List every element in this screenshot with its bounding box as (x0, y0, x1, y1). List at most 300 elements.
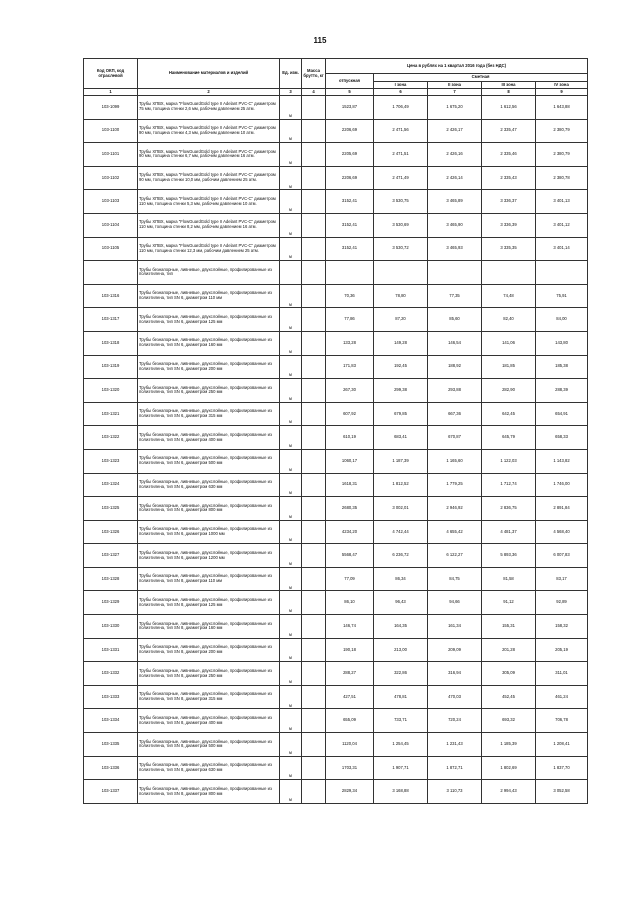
row-code: 103-1337 (84, 780, 138, 804)
row-release-price: 427,51 (326, 685, 374, 709)
row-zone-3-price: 642,45 (482, 402, 536, 426)
row-zone-1-price: 1 706,49 (374, 96, 428, 120)
row-unit: м (280, 733, 302, 757)
row-zone-1-price: 4 742,44 (374, 520, 428, 544)
row-mass (302, 96, 326, 120)
table-row (84, 166, 588, 190)
row-zone-2-price: 2 426,17 (428, 119, 482, 143)
row-name: Трубы безнапорные, ливневые, двухслойные, профилированные из полиэтилена, тип SN 8, диаметром 315 мм (138, 685, 280, 709)
header-code: Код ОКП, код отраслевой (84, 59, 138, 89)
row-zone-1-price: 213,00 (374, 638, 428, 662)
row-zone-3-price (482, 261, 536, 285)
row-unit: м (280, 615, 302, 639)
row-zone-1-price: 3 530,72 (374, 237, 428, 261)
row-zone-2-price: 94,66 (428, 591, 482, 615)
row-zone-2-price: 1 872,71 (428, 756, 482, 780)
row-zone-2-price: 1 231,43 (428, 733, 482, 757)
header-zone-4: IV зона (536, 82, 588, 89)
row-unit: м (280, 308, 302, 332)
row-release-price: 4234,20 (326, 520, 374, 544)
col-number: 5 (326, 89, 374, 96)
table-row (84, 733, 588, 757)
row-zone-1-price: 1 254,45 (374, 733, 428, 757)
row-zone-4-price: 2 380,78 (536, 166, 588, 190)
col-number: 2 (138, 89, 280, 96)
row-unit: м (280, 213, 302, 237)
row-unit: м (280, 331, 302, 355)
table-row (84, 497, 588, 521)
table-row (84, 379, 588, 403)
row-mass (302, 473, 326, 497)
row-zone-4-price: 288,39 (536, 379, 588, 403)
row-unit: м (280, 567, 302, 591)
row-release-price: 288,27 (326, 662, 374, 686)
row-zone-3-price: 155,31 (482, 615, 536, 639)
row-code: 103-1317 (84, 308, 138, 332)
row-release-price: 610,19 (326, 426, 374, 450)
row-unit: м (280, 379, 302, 403)
row-mass (302, 379, 326, 403)
row-mass (302, 615, 326, 639)
row-zone-2-price: 1 779,25 (428, 473, 482, 497)
row-zone-3-price: 181,85 (482, 355, 536, 379)
row-code: 103-1099 (84, 96, 138, 120)
row-code (84, 261, 138, 285)
row-mass (302, 709, 326, 733)
row-unit: м (280, 237, 302, 261)
row-unit: м (280, 709, 302, 733)
row-name: Трубы безнапорные, ливневые, двухслойные, профилированные из полиэтилена, тип SN 8, диаметром 630 мм (138, 756, 280, 780)
table-row (84, 119, 588, 143)
row-zone-4-price: 205,19 (536, 638, 588, 662)
row-zone-4-price: 143,80 (536, 331, 588, 355)
row-zone-2-price: 161,34 (428, 615, 482, 639)
row-name: Трубы ХПВХ, марка "FlowGuardGold type II Adelant PVC-C" диаметром 75 мм, толщина стенки 2,6 мм, рабочим давлением 25 атм. (138, 96, 280, 120)
row-zone-1-price: 299,38 (374, 379, 428, 403)
table-row (84, 190, 588, 214)
row-release-price: 190,18 (326, 638, 374, 662)
header-zone-2: II зона (428, 82, 482, 89)
table-row (84, 709, 588, 733)
table-row (84, 756, 588, 780)
row-zone-2-price: 2 946,92 (428, 497, 482, 521)
table-row (84, 355, 588, 379)
row-zone-3-price: 693,32 (482, 709, 536, 733)
row-zone-2-price: 4 655,42 (428, 520, 482, 544)
row-zone-3-price: 141,06 (482, 331, 536, 355)
table-row (84, 237, 588, 261)
header-estimate: Сметная (374, 74, 588, 82)
row-release-price: 5568,47 (326, 544, 374, 568)
row-name: Трубы безнапорные, ливневые, двухслойные, профилированные из полиэтилена, тип SN 6, диаметром 250 мм (138, 379, 280, 403)
row-name: Трубы безнапорные, ливневые, двухслойные, профилированные из полиэтилена, тип SN 6, диаметром 630 мм (138, 473, 280, 497)
table-row (84, 402, 588, 426)
row-zone-3-price: 82,40 (482, 308, 536, 332)
row-zone-2-price: 85,60 (428, 308, 482, 332)
row-zone-2-price: 146,54 (428, 331, 482, 355)
row-zone-4-price: 158,32 (536, 615, 588, 639)
row-release-price: 86,10 (326, 591, 374, 615)
table-header (84, 59, 588, 96)
row-zone-1-price: 2 471,51 (374, 143, 428, 167)
row-mass (302, 426, 326, 450)
row-release-price: 655,09 (326, 709, 374, 733)
row-zone-1-price: 3 168,88 (374, 780, 428, 804)
row-zone-1-price: 87,20 (374, 308, 428, 332)
row-code: 103-1316 (84, 284, 138, 308)
row-release-price: 2206,69 (326, 166, 374, 190)
row-code: 103-1323 (84, 449, 138, 473)
table-row (84, 213, 588, 237)
row-code: 103-1102 (84, 166, 138, 190)
row-zone-3-price: 1 712,74 (482, 473, 536, 497)
row-zone-1-price: 6 236,72 (374, 544, 428, 568)
row-unit: м (280, 449, 302, 473)
row-code: 103-1105 (84, 237, 138, 261)
row-release-price: 2680,35 (326, 497, 374, 521)
row-release-price: 146,74 (326, 615, 374, 639)
table-row (84, 591, 588, 615)
row-zone-1-price: 86,34 (374, 567, 428, 591)
row-zone-4-price: 1 143,82 (536, 449, 588, 473)
row-mass (302, 166, 326, 190)
row-mass (302, 402, 326, 426)
table-row (84, 520, 588, 544)
row-code: 103-1332 (84, 662, 138, 686)
row-zone-3-price: 2 335,47 (482, 119, 536, 143)
row-name: Трубы безнапорные, ливневые, двухслойные, профилированные из полиэтилена, тип SN 6, диаметром 400 мм (138, 426, 280, 450)
row-mass (302, 662, 326, 686)
row-name: Трубы безнапорные, ливневые, двухслойные, профилированные из полиэтилена, тип SN 6, диаметром 200 мм (138, 355, 280, 379)
price-table (83, 58, 588, 804)
row-mass (302, 237, 326, 261)
row-zone-1-price (374, 261, 428, 285)
row-mass (302, 119, 326, 143)
table-row (84, 662, 588, 686)
row-zone-2-price: 293,88 (428, 379, 482, 403)
row-code: 103-1325 (84, 497, 138, 521)
row-zone-4-price: 83,17 (536, 567, 588, 591)
row-code: 103-1331 (84, 638, 138, 662)
row-mass (302, 331, 326, 355)
row-zone-4-price: 706,78 (536, 709, 588, 733)
row-zone-4-price: 185,38 (536, 355, 588, 379)
row-zone-3-price: 3 336,37 (482, 190, 536, 214)
row-zone-4-price: 84,00 (536, 308, 588, 332)
row-zone-4-price: 1 643,88 (536, 96, 588, 120)
row-zone-4-price: 461,24 (536, 685, 588, 709)
row-mass (302, 520, 326, 544)
row-zone-3-price: 3 335,35 (482, 237, 536, 261)
row-release-price: 70,36 (326, 284, 374, 308)
table-body (84, 96, 588, 804)
row-mass (302, 567, 326, 591)
row-zone-2-price: 470,03 (428, 685, 482, 709)
row-unit: м (280, 119, 302, 143)
row-release-price: 2829,34 (326, 780, 374, 804)
row-zone-4-price: 3 052,58 (536, 780, 588, 804)
row-name: Трубы безнапорные, ливневые, двухслойные, профилированные из полиэтилена, тип SN 6, диаметром 1200 мм (138, 544, 280, 568)
row-zone-2-price: 3 465,89 (428, 190, 482, 214)
row-zone-1-price: 478,81 (374, 685, 428, 709)
row-code: 103-1101 (84, 143, 138, 167)
table-row (84, 308, 588, 332)
row-mass (302, 143, 326, 167)
row-name: Трубы безнапорные, ливневые, двухслойные, профилированные из полиэтилена, тип (138, 261, 280, 285)
table-row (84, 567, 588, 591)
row-mass (302, 591, 326, 615)
row-name: Трубы безнапорные, ливневые, двухслойные, профилированные из полиэтилена, тип SN 8, диаметром 200 мм (138, 638, 280, 662)
row-code: 103-1328 (84, 567, 138, 591)
table-row (84, 284, 588, 308)
row-name: Трубы безнапорные, ливневые, двухслойные, профилированные из полиэтилена, тип SN 8, диаметром 800 мм (138, 780, 280, 804)
row-name: Трубы ХПВХ, марка "FlowGuardGold type II Adelant PVC-C" диаметром 110 мм, толщина стенки 8,2 мм, рабочим давлением 16 атм. (138, 213, 280, 237)
row-zone-3-price: 305,09 (482, 662, 536, 686)
row-zone-4-price: 1 837,70 (536, 756, 588, 780)
row-name: Трубы безнапорные, ливневые, двухслойные, профилированные из полиэтилена, тип SN 6, диаметром 160 мм (138, 331, 280, 355)
table-row (84, 685, 588, 709)
row-zone-3-price: 5 893,36 (482, 544, 536, 568)
col-number: 9 (536, 89, 588, 96)
row-release-price: 171,83 (326, 355, 374, 379)
row-name: Трубы безнапорные, ливневые, двухслойные, профилированные из полиэтилена, тип SN 6, диаметром 500 мм (138, 449, 280, 473)
row-zone-4-price: 92,89 (536, 591, 588, 615)
row-zone-4-price: 658,33 (536, 426, 588, 450)
row-code: 103-1100 (84, 119, 138, 143)
row-zone-2-price (428, 261, 482, 285)
row-unit: м (280, 497, 302, 521)
row-name: Трубы безнапорные, ливневые, двухслойные, профилированные из полиэтилена, тип SN 6, диаметром 1000 мм (138, 520, 280, 544)
row-zone-4-price: 6 007,83 (536, 544, 588, 568)
row-name: Трубы ХПВХ, марка "FlowGuardGold type II Adelant PVC-C" диаметром 110 мм, толщина стенки 12,3 мм, рабочим давлением 25 атм. (138, 237, 280, 261)
row-mass (302, 284, 326, 308)
row-zone-2-price: 1 165,60 (428, 449, 482, 473)
row-unit: м (280, 426, 302, 450)
row-zone-4-price: 4 568,40 (536, 520, 588, 544)
row-zone-4-price: 2 380,79 (536, 119, 588, 143)
row-zone-4-price: 2 891,84 (536, 497, 588, 521)
row-zone-4-price: 3 401,12 (536, 213, 588, 237)
row-release-price: 1060,17 (326, 449, 374, 473)
row-zone-4-price: 2 380,79 (536, 143, 588, 167)
row-zone-2-price: 6 122,27 (428, 544, 482, 568)
row-code: 103-1333 (84, 685, 138, 709)
row-mass (302, 733, 326, 757)
table-row (84, 143, 588, 167)
row-zone-2-price: 2 426,16 (428, 143, 482, 167)
row-unit: м (280, 190, 302, 214)
row-mass (302, 756, 326, 780)
row-name: Трубы безнапорные, ливневые, двухслойные, профилированные из полиэтилена, тип SN 8, диаметром 400 мм (138, 709, 280, 733)
row-zone-3-price: 2 836,75 (482, 497, 536, 521)
row-zone-1-price: 683,41 (374, 426, 428, 450)
row-zone-2-price: 3 465,90 (428, 213, 482, 237)
row-zone-4-price: 75,91 (536, 284, 588, 308)
row-zone-1-price: 1 812,52 (374, 473, 428, 497)
row-name: Трубы ХПВХ, марка "FlowGuardGold type II Adelant PVC-C" диаметром 90 мм, толщина стенки 4,3 мм, рабочим давлением 10 атм. (138, 119, 280, 143)
row-zone-4-price: 3 401,14 (536, 237, 588, 261)
row-zone-2-price: 667,36 (428, 402, 482, 426)
row-code: 103-1104 (84, 213, 138, 237)
row-code: 103-1321 (84, 402, 138, 426)
row-zone-3-price: 452,45 (482, 685, 536, 709)
row-unit: м (280, 638, 302, 662)
row-code: 103-1320 (84, 379, 138, 403)
row-zone-1-price: 96,43 (374, 591, 428, 615)
row-zone-2-price: 1 675,20 (428, 96, 482, 120)
row-unit: м (280, 520, 302, 544)
table-row (84, 426, 588, 450)
table-row (84, 449, 588, 473)
row-mass (302, 497, 326, 521)
row-zone-3-price: 74,48 (482, 284, 536, 308)
row-release-price: 133,28 (326, 331, 374, 355)
row-zone-1-price: 3 530,75 (374, 190, 428, 214)
row-zone-1-price: 3 530,69 (374, 213, 428, 237)
row-code: 103-1103 (84, 190, 138, 214)
header-release: отпускная (326, 74, 374, 89)
row-zone-3-price: 81,58 (482, 567, 536, 591)
row-zone-1-price: 3 002,01 (374, 497, 428, 521)
row-zone-3-price: 1 122,03 (482, 449, 536, 473)
row-mass (302, 308, 326, 332)
row-unit: м (280, 284, 302, 308)
row-mass (302, 685, 326, 709)
col-number: 4 (302, 89, 326, 96)
row-code: 103-1318 (84, 331, 138, 355)
row-zone-2-price: 2 426,14 (428, 166, 482, 190)
row-release-price: 267,30 (326, 379, 374, 403)
col-number: 6 (374, 89, 428, 96)
table-row (84, 780, 588, 804)
row-zone-1-price: 78,80 (374, 284, 428, 308)
row-unit: м (280, 402, 302, 426)
row-name: Трубы безнапорные, ливневые, двухслойные, профилированные из полиэтилена, тип SN 8, диаметром 250 мм (138, 662, 280, 686)
row-zone-3-price: 282,90 (482, 379, 536, 403)
row-unit: м (280, 780, 302, 804)
row-zone-3-price: 2 994,43 (482, 780, 536, 804)
row-mass (302, 449, 326, 473)
row-release-price: 77,86 (326, 308, 374, 332)
table-row (84, 261, 588, 285)
row-zone-2-price: 3 110,73 (428, 780, 482, 804)
row-code: 103-1334 (84, 709, 138, 733)
row-zone-3-price: 2 335,43 (482, 166, 536, 190)
row-unit: м (280, 355, 302, 379)
row-code: 103-1336 (84, 756, 138, 780)
row-name: Трубы безнапорные, ливневые, двухслойные, профилированные из полиэтилена, тип SN 8, диаметром 110 мм (138, 567, 280, 591)
row-release-price: 2206,69 (326, 119, 374, 143)
page-number: 115 (313, 36, 327, 45)
row-zone-1-price: 2 471,49 (374, 166, 428, 190)
row-mass (302, 638, 326, 662)
row-mass (302, 355, 326, 379)
col-number: 8 (482, 89, 536, 96)
row-name: Трубы безнапорные, ливневые, двухслойные, профилированные из полиэтилена, тип SN 6, диаметром 110 мм (138, 284, 280, 308)
col-number: 3 (280, 89, 302, 96)
row-zone-1-price: 679,85 (374, 402, 428, 426)
row-mass (302, 780, 326, 804)
row-unit (280, 261, 302, 285)
table-row (84, 473, 588, 497)
row-code: 103-1329 (84, 591, 138, 615)
row-release-price: 3152,41 (326, 213, 374, 237)
row-code: 103-1327 (84, 544, 138, 568)
row-zone-3-price: 1 185,39 (482, 733, 536, 757)
col-number: 7 (428, 89, 482, 96)
row-unit: м (280, 544, 302, 568)
table-row (84, 638, 588, 662)
row-zone-3-price: 1 802,69 (482, 756, 536, 780)
row-zone-1-price: 1 187,39 (374, 449, 428, 473)
header-zone-1: I зона (374, 82, 428, 89)
row-code: 103-1324 (84, 473, 138, 497)
header-name: Наименование материалов и изделий (138, 59, 280, 89)
row-code: 103-1330 (84, 615, 138, 639)
row-name: Трубы безнапорные, ливневые, двухслойные, профилированные из полиэтилена, тип SN 6, диаметром 315 мм (138, 402, 280, 426)
row-mass (302, 261, 326, 285)
row-zone-3-price: 91,12 (482, 591, 536, 615)
row-zone-4-price: 1 208,41 (536, 733, 588, 757)
header-unit: Ед. изм. (280, 59, 302, 89)
row-zone-1-price: 2 471,56 (374, 119, 428, 143)
row-zone-2-price: 77,35 (428, 284, 482, 308)
row-name: Трубы безнапорные, ливневые, двухслойные, профилированные из полиэтилена, тип SN 6, диаметром 800 мм (138, 497, 280, 521)
row-release-price (326, 261, 374, 285)
row-zone-4-price: 311,01 (536, 662, 588, 686)
row-release-price: 3152,41 (326, 190, 374, 214)
row-zone-1-price: 733,71 (374, 709, 428, 733)
col-number: 1 (84, 89, 138, 96)
row-zone-1-price: 1 907,71 (374, 756, 428, 780)
row-name: Трубы безнапорные, ливневые, двухслойные, профилированные из полиэтилена, тип SN 8, диаметром 125 мм (138, 591, 280, 615)
row-unit: м (280, 143, 302, 167)
row-zone-4-price: 3 401,13 (536, 190, 588, 214)
header-price-title: Цена в рублях на 1 квартал 2016 года (без НДС) (326, 59, 588, 74)
row-name: Трубы ХПВХ, марка "FlowGuardGold type II Adelant PVC-C" диаметром 90 мм, толщина стенки 10,0 мм, рабочим давлением 25 атм. (138, 166, 280, 190)
row-zone-4-price: 654,91 (536, 402, 588, 426)
row-zone-3-price: 645,79 (482, 426, 536, 450)
row-unit: м (280, 591, 302, 615)
row-zone-1-price: 322,86 (374, 662, 428, 686)
row-zone-2-price: 209,09 (428, 638, 482, 662)
row-name: Трубы ХПВХ, марка "FlowGuardGold type II Adelant PVC-C" диаметром 90 мм, толщина стенки 6,7 мм, рабочим давлением 16 атм. (138, 143, 280, 167)
row-release-price: 77,09 (326, 567, 374, 591)
table-row (84, 331, 588, 355)
row-zone-2-price: 84,75 (428, 567, 482, 591)
row-unit: м (280, 662, 302, 686)
row-code: 103-1319 (84, 355, 138, 379)
row-zone-2-price: 670,87 (428, 426, 482, 450)
row-zone-4-price: 1 746,00 (536, 473, 588, 497)
header-mass: Масса брутто, кг (302, 59, 326, 89)
row-zone-2-price: 316,94 (428, 662, 482, 686)
row-name: Трубы безнапорные, ливневые, двухслойные, профилированные из полиэтилена, тип SN 6, диаметром 125 мм (138, 308, 280, 332)
row-zone-2-price: 188,92 (428, 355, 482, 379)
row-zone-1-price: 164,35 (374, 615, 428, 639)
header-zone-3: III зона (482, 82, 536, 89)
row-zone-2-price: 3 465,93 (428, 237, 482, 261)
row-name: Трубы безнапорные, ливневые, двухслойные, профилированные из полиэтилена, тип SN 8, диаметром 500 мм (138, 733, 280, 757)
row-code: 103-1322 (84, 426, 138, 450)
table-row (84, 615, 588, 639)
row-zone-4-price (536, 261, 588, 285)
row-zone-3-price: 4 481,37 (482, 520, 536, 544)
row-release-price: 3152,41 (326, 237, 374, 261)
row-code: 103-1326 (84, 520, 138, 544)
row-release-price: 2205,69 (326, 143, 374, 167)
row-release-price: 1703,31 (326, 756, 374, 780)
